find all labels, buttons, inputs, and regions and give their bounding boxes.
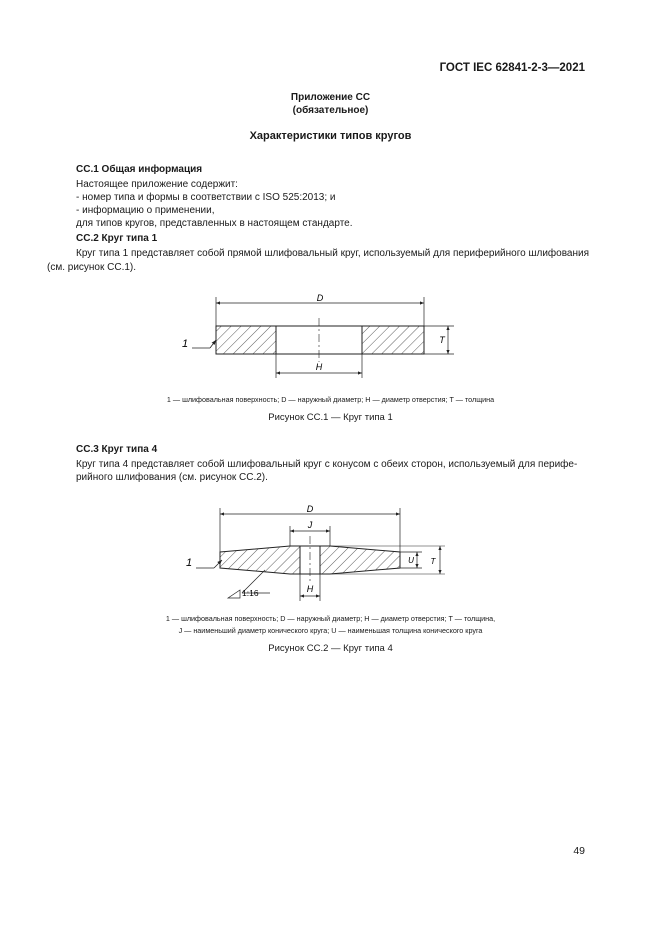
section2-text-2: (см. рисунок СС.1). [47, 262, 137, 273]
annex-title: Приложение СС [290, 92, 371, 103]
annex-block [0, 91, 661, 117]
fig1-label-d: D [316, 293, 324, 303]
annex-status: (обязательное) [292, 105, 369, 116]
fig2-taper-label: 1:16 [242, 588, 259, 598]
fig2-label-j: J [307, 520, 313, 530]
fig1-ref-1: 1 [182, 338, 189, 350]
section3-text-2: рийного шлифования (см. рисунок СС.2). [76, 472, 268, 483]
fig2-label-d: D [306, 504, 314, 514]
fig2-ref-1: 1 [186, 557, 193, 569]
section-heading-cc1: СС.1 Общая информация [76, 164, 203, 175]
fig2-label-h: H [306, 584, 314, 594]
fig2-label-u: U [408, 556, 414, 565]
figure-cc2-drawing [170, 498, 470, 610]
figure1-caption: Рисунок СС.1 — Круг типа 1 [268, 412, 393, 423]
section-heading-cc2: СС.2 Круг типа 1 [76, 233, 158, 244]
fig2-label-t: T [430, 557, 436, 566]
standard-code: ГОСТ IEC 62841-2-3—2021 [439, 62, 585, 74]
section1-line-1: Настоящее приложение содержит: [76, 179, 238, 190]
fig1-label-t: T [439, 335, 445, 345]
section2-text-1: Круг типа 1 представляет собой прямой шлифовальный круг, используемый для периферийного шлифования [76, 248, 590, 259]
figure2-legend-2: J — наименьший диаметр конического круга; U — наименьшая толщина конического круга [178, 626, 483, 635]
figure1-legend: 1 — шлифовальная поверхность; D — наружный диаметр; H — диаметр отверстия; T — толщина [166, 395, 495, 404]
section3-text-1: Круг типа 4 представляет собой шлифовальный круг с конусом с обеих сторон, используемый для перифе- [76, 459, 578, 470]
annex-heading: Характеристики типов кругов [249, 130, 412, 142]
section1-line-4: для типов кругов, представленных в настоящем стандарте. [76, 218, 353, 229]
section1-line-3: - информацию о применении, [76, 205, 215, 216]
fig1-label-h: H [315, 362, 323, 372]
page-number: 49 [573, 845, 585, 857]
section1-line-2: - номер типа и формы в соответствии с ISO 525:2013; и [76, 192, 336, 203]
figure-cc1-drawing [170, 288, 470, 388]
section-heading-cc3: СС.3 Круг типа 4 [76, 444, 158, 455]
figure2-caption: Рисунок СС.2 — Круг типа 4 [268, 643, 393, 654]
figure2-legend-1: 1 — шлифовальная поверхность; D — наружный диаметр; H — диаметр отверстия; T — толщина, [165, 614, 496, 623]
